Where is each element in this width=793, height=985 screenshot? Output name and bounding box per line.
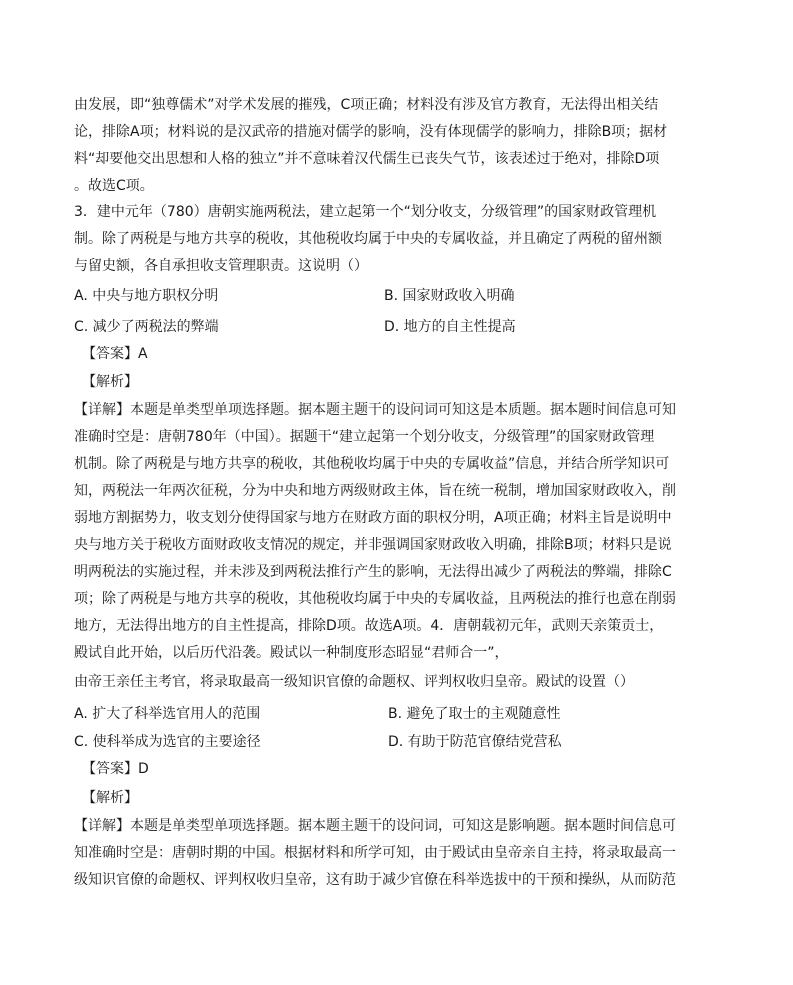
q3-detail-line-5: 弱地方割据势力，收支划分使得国家与地方在财政方面的职权分明，A项正确；材料主旨是说明中	[74, 510, 672, 526]
q4-stem-line-1: 殿试自此开始，以后历代沿袭。殿试以一种制度形态昭显“君师合一”，	[74, 645, 509, 661]
q3-stem-line-2: 制。除了两税是与地方共享的税收，其他税收均属于中央的专属收益，并且确定了两税的留州额	[74, 231, 662, 247]
q4-detail-line-1: 【详解】本题是单类型单项选择题。据本题主题干的设问词，可知这是影响题。据本题时间信息可	[74, 818, 676, 834]
q3-detail-line-9: 地方，无法得出地方的自主性提高，排除D项。故选A项。4．唐朝载初元年，武则天亲策贡士，	[74, 618, 664, 634]
q3-detail-line-3: 机制。除了两税是与地方共享的税收，其他税收均属于中央的专属收益”信息，并结合所学知识可	[74, 456, 670, 472]
q4-option-d: D. 有助于防范官僚结党营私	[388, 734, 562, 750]
q4-option-b: B. 避免了取士的主观随意性	[388, 706, 561, 722]
q3-stem-line-3: 与留史额，各自承担收支管理职责。这说明（）	[74, 258, 368, 274]
q4-analysis-heading: 【解析】	[82, 790, 138, 806]
intro-line-2: 论，排除A项；材料说的是汉武帝的措施对儒学的影响，没有体现儒学的影响力，排除B项；据材	[74, 124, 668, 140]
q3-option-a: A. 中央与地方职权分明	[74, 288, 219, 304]
intro-line-1: 由发展，即“独尊儒术”对学术发展的摧残，C项正确；材料没有涉及官方教育，无法得出相关结	[74, 97, 659, 113]
q4-option-c: C. 使科举成为选官的主要途径	[74, 734, 261, 750]
q3-detail-line-7: 明两税法的实施过程，并未涉及到两税法推行产生的影响，无法得出减少了两税法的弊端，排除C	[74, 564, 672, 580]
q3-detail-line-4: 知，两税法一年两次征税，分为中央和地方两级财政主体，旨在统一税制，增加国家财政收入，削	[74, 483, 676, 499]
q3-analysis-heading: 【解析】	[82, 374, 138, 390]
intro-line-4: 。故选C项。	[74, 178, 154, 194]
q4-option-a: A. 扩大了科举选官用人的范围	[74, 706, 261, 722]
q3-answer: 【答案】A	[82, 346, 148, 362]
q3-detail-line-2: 准确时空是：唐朝780年（中国）。据题干“建立起第一个划分收支，分级管理”的国家财政管理	[74, 429, 655, 445]
intro-line-3: 料“却要他交出思想和人格的独立”并不意味着汉代儒生已丧失气节，该表述过于绝对，排除D项	[74, 151, 660, 167]
q4-answer: 【答案】D	[82, 761, 149, 777]
q3-option-b: B. 国家财政收入明确	[384, 288, 515, 304]
q3-option-d: D. 地方的自主性提高	[384, 319, 516, 335]
q3-stem-line-1: 3．建中元年（780）唐朝实施两税法，建立起第一个“划分收支，分级管理”的国家财政管理机	[74, 204, 657, 220]
q4-detail-line-3: 级知识官僚的命题权、评判权收归皇帝，这有助于减少官僚在科举选拔中的干预和操纵，从而防范	[74, 872, 676, 888]
q4-stem-line-2: 由帝王亲任主考官，将录取最高一级知识官僚的命题权、评判权收归皇帝。殿试的设置（）	[74, 674, 634, 690]
q3-option-c: C. 减少了两税法的弊端	[74, 319, 219, 335]
q4-detail-line-2: 知准确时空是：唐朝时期的中国。根据材料和所学可知，由于殿试由皇帝亲自主持，将录取最高一	[74, 845, 676, 861]
q3-detail-line-1: 【详解】本题是单类型单项选择题。据本题主题干的设问词可知这是本质题。据本题时间信息可知	[74, 402, 676, 418]
q3-detail-line-8: 项；除了两税是与地方共享的税收，其他税收均属于中央的专属收益，且两税法的推行也意在削弱	[74, 591, 676, 607]
q3-detail-line-6: 央与地方关于税收方面财政收支情况的规定，并非强调国家财政收入明确，排除B项；材料只是说	[74, 537, 672, 553]
